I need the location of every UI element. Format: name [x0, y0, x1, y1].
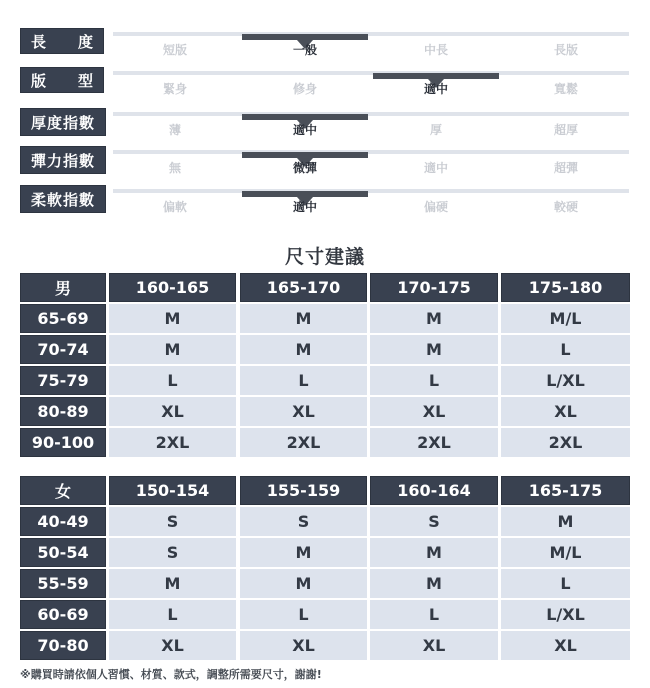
attribute-label	[20, 67, 104, 93]
size-cell: 2XL	[370, 428, 498, 457]
attribute-option: 一般	[292, 43, 317, 57]
attribute-row	[0, 67, 650, 101]
table-row	[20, 366, 630, 397]
weight-range-label: 90-100	[20, 428, 106, 457]
attribute-option: 修身	[292, 82, 317, 96]
size-cell: M	[240, 538, 367, 567]
table-row	[20, 600, 630, 631]
attribute-option: 無	[168, 161, 181, 175]
size-cell: XL	[501, 397, 630, 426]
table-row	[20, 631, 630, 662]
attribute-label	[20, 185, 106, 213]
weight-range-label: 50-54	[20, 538, 106, 567]
attribute-option: 適中	[292, 200, 317, 214]
size-cell: L	[370, 366, 498, 395]
attribute-option: 偏硬	[423, 200, 448, 214]
attribute-scale-track	[113, 71, 629, 75]
table-row	[20, 507, 630, 538]
size-cell: M	[370, 538, 498, 567]
table-row	[20, 538, 630, 569]
size-cell: L	[501, 569, 630, 598]
table-row	[20, 397, 630, 428]
size-cell: M	[109, 335, 236, 364]
attribute-option: 緊身	[162, 82, 187, 96]
size-cell: 2XL	[109, 428, 236, 457]
attribute-scale-track	[113, 189, 629, 193]
table-corner-label: 女	[20, 476, 106, 505]
attribute-scale-track	[113, 32, 629, 36]
attribute-label-text: 長	[31, 32, 47, 51]
attribute-option: 微彈	[292, 161, 317, 175]
size-table	[20, 273, 630, 459]
size-cell: L	[240, 600, 367, 629]
selected-marker-icon	[242, 34, 368, 40]
size-cell: M	[240, 335, 367, 364]
attribute-option: 較硬	[553, 200, 578, 214]
attribute-option: 短版	[162, 43, 187, 57]
size-cell: L	[109, 600, 236, 629]
attribute-row	[0, 28, 650, 62]
weight-range-label: 55-59	[20, 569, 106, 598]
attribute-label	[20, 108, 106, 136]
size-cell: L	[109, 366, 236, 395]
table-corner-label: 男	[20, 273, 106, 302]
attribute-option: 長版	[553, 43, 578, 57]
attribute-scale-track	[113, 150, 629, 154]
attribute-option: 超彈	[553, 161, 578, 175]
attribute-option: 中長	[423, 43, 448, 57]
table-header-row	[20, 273, 630, 304]
selected-marker-icon	[373, 73, 499, 79]
size-cell: M	[370, 304, 498, 333]
height-range-header: 170-175	[370, 273, 498, 302]
size-cell: M/L	[501, 304, 630, 333]
weight-range-label: 40-49	[20, 507, 106, 536]
size-cell: XL	[240, 397, 367, 426]
attribute-label-text: 型	[77, 71, 93, 90]
height-range-header: 175-180	[501, 273, 630, 302]
size-cell: S	[109, 538, 236, 567]
table-row	[20, 569, 630, 600]
attribute-label-text: 彈力指數	[30, 151, 95, 170]
attribute-option: 厚	[429, 123, 442, 137]
attribute-row	[0, 185, 650, 219]
attribute-label-text: 厚度指數	[30, 113, 95, 132]
selected-marker-icon	[242, 191, 368, 197]
height-range-header: 150-154	[109, 476, 236, 505]
size-cell: XL	[240, 631, 367, 660]
attribute-label	[20, 146, 106, 174]
size-cell: M	[109, 569, 236, 598]
table-row	[20, 304, 630, 335]
size-cell: M	[501, 507, 630, 536]
size-cell: XL	[370, 397, 498, 426]
size-cell: L/XL	[501, 600, 630, 629]
size-cell: L	[240, 366, 367, 395]
weight-range-label: 60-69	[20, 600, 106, 629]
attribute-option: 偏軟	[162, 200, 187, 214]
size-cell: M	[370, 335, 498, 364]
weight-range-label: 80-89	[20, 397, 106, 426]
size-cell: M/L	[501, 538, 630, 567]
size-cell: XL	[109, 631, 236, 660]
attribute-option: 超厚	[553, 123, 578, 137]
table-row	[20, 335, 630, 366]
attribute-option: 適中	[292, 123, 317, 137]
attribute-option: 薄	[168, 123, 181, 137]
height-range-header: 165-170	[240, 273, 367, 302]
size-cell: S	[109, 507, 236, 536]
size-cell: L	[501, 335, 630, 364]
attribute-option: 適中	[423, 161, 448, 175]
height-range-header: 165-175	[501, 476, 630, 505]
attribute-label-text: 版	[31, 71, 47, 90]
size-cell: M	[240, 569, 367, 598]
table-header-row	[20, 476, 630, 507]
attribute-label-text: 度	[77, 32, 93, 51]
weight-range-label: 65-69	[20, 304, 106, 333]
size-cell: M	[370, 569, 498, 598]
size-cell: S	[370, 507, 498, 536]
size-cell: 2XL	[501, 428, 630, 457]
height-range-header: 155-159	[240, 476, 367, 505]
size-cell: XL	[370, 631, 498, 660]
selected-marker-icon	[242, 152, 368, 158]
table-row	[20, 428, 630, 459]
purchase-note: ※購買時請依個人習慣、材質、款式，調整所需要尺寸，謝謝!	[20, 668, 322, 681]
height-range-header: 160-165	[109, 273, 236, 302]
attribute-row	[0, 108, 650, 142]
weight-range-label: 75-79	[20, 366, 106, 395]
size-cell: XL	[501, 631, 630, 660]
size-cell: L/XL	[501, 366, 630, 395]
attribute-option: 適中	[423, 82, 448, 96]
attribute-scale-track	[113, 112, 629, 116]
size-cell: M	[109, 304, 236, 333]
size-cell: 2XL	[240, 428, 367, 457]
size-title: 尺寸建議	[284, 246, 365, 268]
attribute-label-text: 柔軟指數	[30, 190, 95, 209]
height-range-header: 160-164	[370, 476, 498, 505]
size-cell: XL	[109, 397, 236, 426]
size-table	[20, 476, 630, 662]
attribute-row	[0, 146, 650, 180]
attribute-option: 寬鬆	[553, 82, 578, 96]
weight-range-label: 70-74	[20, 335, 106, 364]
attribute-label	[20, 28, 104, 54]
size-cell: L	[370, 600, 498, 629]
size-cell: M	[240, 304, 367, 333]
weight-range-label: 70-80	[20, 631, 106, 660]
selected-marker-icon	[242, 114, 368, 120]
size-cell: S	[240, 507, 367, 536]
